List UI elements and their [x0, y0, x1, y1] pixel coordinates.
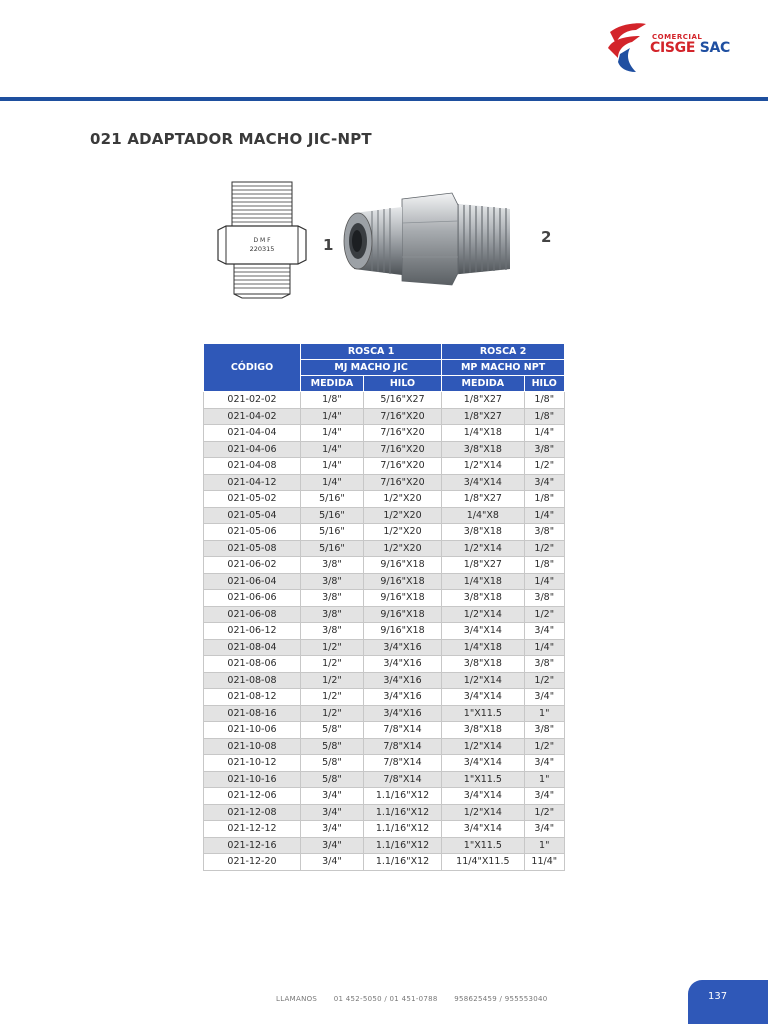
- footer-label: LLAMANOS: [276, 995, 318, 1003]
- medida1-cell: 3/8": [301, 573, 364, 590]
- medida2-cell: 3/4"X14: [442, 755, 524, 772]
- medida1-cell: 1/4": [301, 458, 364, 475]
- medida1-cell: 1/2": [301, 639, 364, 656]
- medida1-cell: 3/4": [301, 804, 364, 821]
- port-label-2: 2: [541, 228, 552, 246]
- medida1-cell: 5/16": [301, 540, 364, 557]
- codigo-cell: 021-06-12: [204, 623, 301, 640]
- codigo-cell: 021-04-12: [204, 474, 301, 491]
- table-row: [204, 606, 565, 623]
- medida1-cell: 3/4": [301, 854, 364, 871]
- medida2-cell: 1/8"X27: [442, 557, 524, 574]
- medida2-cell: 3/4"X14: [442, 821, 524, 838]
- hilo2-cell: 1/2": [524, 606, 564, 623]
- hilo2-cell: 3/8": [524, 441, 564, 458]
- medida1-cell: 3/8": [301, 590, 364, 607]
- header-rosca2: ROSCA 2: [442, 344, 565, 360]
- hilo2-cell: 3/4": [524, 788, 564, 805]
- hilo1-cell: 9/16"X18: [363, 557, 441, 574]
- codigo-cell: 021-05-04: [204, 507, 301, 524]
- codigo-cell: 021-05-06: [204, 524, 301, 541]
- hilo1-cell: 7/16"X20: [363, 408, 441, 425]
- page-title: 021 ADAPTADOR MACHO JIC-NPT: [90, 130, 372, 148]
- codigo-cell: 021-10-12: [204, 755, 301, 772]
- medida2-cell: 3/8"X18: [442, 722, 524, 739]
- codigo-cell: 021-06-04: [204, 573, 301, 590]
- medida2-cell: 3/4"X14: [442, 788, 524, 805]
- hilo1-cell: 5/16"X27: [363, 392, 441, 409]
- hilo1-cell: 7/16"X20: [363, 474, 441, 491]
- table-row: [204, 689, 565, 706]
- medida1-cell: 5/16": [301, 507, 364, 524]
- medida2-cell: 1/2"X14: [442, 738, 524, 755]
- table-row: [204, 623, 565, 640]
- codigo-cell: 021-05-02: [204, 491, 301, 508]
- medida1-cell: 3/4": [301, 788, 364, 805]
- table-row: [204, 804, 565, 821]
- medida2-cell: 3/8"X18: [442, 590, 524, 607]
- hilo2-cell: 1/8": [524, 408, 564, 425]
- header-rosca1: ROSCA 1: [301, 344, 442, 360]
- medida1-cell: 3/4": [301, 837, 364, 854]
- medida2-cell: 1/2"X14: [442, 540, 524, 557]
- table-row: [204, 854, 565, 871]
- medida2-cell: 3/8"X18: [442, 524, 524, 541]
- codigo-cell: 021-06-08: [204, 606, 301, 623]
- fitting-product-photo: [340, 185, 540, 295]
- table-row: [204, 590, 565, 607]
- port-label-1: 1: [323, 236, 334, 254]
- table-row: [204, 425, 565, 442]
- hilo1-cell: 9/16"X18: [363, 606, 441, 623]
- hilo2-cell: 3/8": [524, 590, 564, 607]
- codigo-cell: 021-06-06: [204, 590, 301, 607]
- codigo-cell: 021-04-08: [204, 458, 301, 475]
- codigo-cell: 021-12-20: [204, 854, 301, 871]
- table-row: [204, 722, 565, 739]
- hilo1-cell: 7/8"X14: [363, 771, 441, 788]
- medida1-cell: 5/16": [301, 524, 364, 541]
- hilo2-cell: 1": [524, 837, 564, 854]
- header-medida-1: MEDIDA: [301, 376, 364, 392]
- codigo-cell: 021-12-06: [204, 788, 301, 805]
- hilo1-cell: 1.1/16"X12: [363, 837, 441, 854]
- fitting-technical-drawing: [214, 180, 314, 300]
- medida2-cell: 1"X11.5: [442, 837, 524, 854]
- hilo2-cell: 1/2": [524, 738, 564, 755]
- header-codigo: CÓDIGO: [204, 344, 301, 392]
- footer-phones-landline: 01 452-5050 / 01 451-0788: [333, 995, 438, 1003]
- header-hilo-2: HILO: [524, 376, 564, 392]
- hilo2-cell: 3/8": [524, 656, 564, 673]
- medida1-cell: 1/2": [301, 656, 364, 673]
- table-row: [204, 474, 565, 491]
- medida1-cell: 1/4": [301, 425, 364, 442]
- codigo-cell: 021-08-16: [204, 705, 301, 722]
- codigo-cell: 021-08-06: [204, 656, 301, 673]
- hilo2-cell: 1/4": [524, 507, 564, 524]
- codigo-cell: 021-12-08: [204, 804, 301, 821]
- hilo1-cell: 3/4"X16: [363, 672, 441, 689]
- table-row: [204, 771, 565, 788]
- hilo1-cell: 1/2"X20: [363, 507, 441, 524]
- logo-wordmark: CISGE SAC: [650, 40, 730, 56]
- table-row: [204, 441, 565, 458]
- table-row: [204, 524, 565, 541]
- table-row: [204, 656, 565, 673]
- hilo2-cell: 3/8": [524, 722, 564, 739]
- drawing-stamp-bottom: 220315: [249, 245, 275, 253]
- codigo-cell: 021-06-02: [204, 557, 301, 574]
- hilo2-cell: 3/4": [524, 821, 564, 838]
- hilo2-cell: 1/8": [524, 491, 564, 508]
- codigo-cell: 021-10-08: [204, 738, 301, 755]
- hilo1-cell: 7/8"X14: [363, 755, 441, 772]
- hilo2-cell: 3/4": [524, 623, 564, 640]
- hilo2-cell: 3/4": [524, 689, 564, 706]
- codigo-cell: 021-05-08: [204, 540, 301, 557]
- codigo-cell: 021-10-16: [204, 771, 301, 788]
- medida1-cell: 1/2": [301, 689, 364, 706]
- codigo-cell: 021-02-02: [204, 392, 301, 409]
- table-row: [204, 705, 565, 722]
- medida1-cell: 5/16": [301, 491, 364, 508]
- medida1-cell: 5/8": [301, 722, 364, 739]
- header-type2: MP MACHO NPT: [442, 360, 565, 376]
- medida1-cell: 1/4": [301, 408, 364, 425]
- spec-table-body: [204, 392, 565, 871]
- table-row: [204, 491, 565, 508]
- hilo1-cell: 1/2"X20: [363, 524, 441, 541]
- codigo-cell: 021-04-02: [204, 408, 301, 425]
- medida2-cell: 1"X11.5: [442, 771, 524, 788]
- medida2-cell: 1/4"X18: [442, 573, 524, 590]
- codigo-cell: 021-08-08: [204, 672, 301, 689]
- medida2-cell: 1/4"X18: [442, 425, 524, 442]
- header-hilo-1: HILO: [363, 376, 441, 392]
- medida2-cell: 3/4"X14: [442, 474, 524, 491]
- table-row: [204, 458, 565, 475]
- medida1-cell: 5/8": [301, 755, 364, 772]
- hilo2-cell: 3/8": [524, 524, 564, 541]
- table-row: [204, 738, 565, 755]
- table-row: [204, 392, 565, 409]
- table-row: [204, 837, 565, 854]
- hilo1-cell: 3/4"X16: [363, 689, 441, 706]
- hilo1-cell: 7/16"X20: [363, 425, 441, 442]
- hilo1-cell: 9/16"X18: [363, 573, 441, 590]
- footer-contact: [276, 995, 562, 1003]
- medida2-cell: 1/4"X8: [442, 507, 524, 524]
- hilo1-cell: 1.1/16"X12: [363, 854, 441, 871]
- hilo1-cell: 1.1/16"X12: [363, 804, 441, 821]
- medida1-cell: 1/4": [301, 474, 364, 491]
- hilo2-cell: 11/4": [524, 854, 564, 871]
- medida2-cell: 1/2"X14: [442, 458, 524, 475]
- table-row: [204, 573, 565, 590]
- table-row: [204, 557, 565, 574]
- table-row: [204, 507, 565, 524]
- medida2-cell: 1"X11.5: [442, 705, 524, 722]
- hilo2-cell: 1/2": [524, 458, 564, 475]
- table-row: [204, 672, 565, 689]
- header-medida-2: MEDIDA: [442, 376, 524, 392]
- codigo-cell: 021-10-06: [204, 722, 301, 739]
- medida1-cell: 1/2": [301, 672, 364, 689]
- hilo2-cell: 1/2": [524, 540, 564, 557]
- medida2-cell: 3/8"X18: [442, 656, 524, 673]
- codigo-cell: 021-08-04: [204, 639, 301, 656]
- hilo2-cell: 1/8": [524, 557, 564, 574]
- header-divider: [0, 97, 768, 101]
- medida1-cell: 3/8": [301, 557, 364, 574]
- medida1-cell: 5/8": [301, 771, 364, 788]
- hilo1-cell: 1.1/16"X12: [363, 821, 441, 838]
- medida1-cell: 3/4": [301, 821, 364, 838]
- medida1-cell: 1/8": [301, 392, 364, 409]
- header-type1: MJ MACHO JIC: [301, 360, 442, 376]
- hilo2-cell: 1": [524, 705, 564, 722]
- page-number-tab: [688, 980, 768, 1024]
- page-number: 137: [708, 991, 728, 1002]
- table-row: [204, 755, 565, 772]
- hilo2-cell: 1/4": [524, 573, 564, 590]
- spec-table: [203, 343, 565, 871]
- medida1-cell: 1/2": [301, 705, 364, 722]
- medida2-cell: 1/8"X27: [442, 392, 524, 409]
- logo-tagline: COMERCIAL: [652, 33, 703, 41]
- hilo1-cell: 7/16"X20: [363, 458, 441, 475]
- medida2-cell: 3/4"X14: [442, 623, 524, 640]
- medida1-cell: 3/8": [301, 623, 364, 640]
- hilo1-cell: 7/8"X14: [363, 738, 441, 755]
- table-row: [204, 408, 565, 425]
- hilo1-cell: 9/16"X18: [363, 590, 441, 607]
- medida2-cell: 1/2"X14: [442, 672, 524, 689]
- hilo2-cell: 3/4": [524, 755, 564, 772]
- hilo1-cell: 3/4"X16: [363, 705, 441, 722]
- medida2-cell: 3/4"X14: [442, 689, 524, 706]
- codigo-cell: 021-08-12: [204, 689, 301, 706]
- codigo-cell: 021-12-16: [204, 837, 301, 854]
- medida1-cell: 3/8": [301, 606, 364, 623]
- hilo2-cell: 1/4": [524, 639, 564, 656]
- medida2-cell: 1/4"X18: [442, 639, 524, 656]
- hilo2-cell: 1": [524, 771, 564, 788]
- medida2-cell: 1/2"X14: [442, 606, 524, 623]
- codigo-cell: 021-04-06: [204, 441, 301, 458]
- table-row: [204, 540, 565, 557]
- medida1-cell: 1/4": [301, 441, 364, 458]
- codigo-cell: 021-12-12: [204, 821, 301, 838]
- table-row: [204, 788, 565, 805]
- drawing-stamp-top: D M F: [253, 237, 271, 244]
- hilo1-cell: 7/16"X20: [363, 441, 441, 458]
- hilo2-cell: 1/8": [524, 392, 564, 409]
- hilo1-cell: 1/2"X20: [363, 491, 441, 508]
- hilo2-cell: 1/2": [524, 804, 564, 821]
- medida2-cell: 3/8"X18: [442, 441, 524, 458]
- hilo1-cell: 9/16"X18: [363, 623, 441, 640]
- codigo-cell: 021-04-04: [204, 425, 301, 442]
- hilo2-cell: 1/4": [524, 425, 564, 442]
- medida2-cell: 1/8"X27: [442, 408, 524, 425]
- medida2-cell: 1/2"X14: [442, 804, 524, 821]
- hilo2-cell: 1/2": [524, 672, 564, 689]
- medida2-cell: 11/4"X11.5: [442, 854, 524, 871]
- table-row: [204, 639, 565, 656]
- hilo1-cell: 3/4"X16: [363, 639, 441, 656]
- hilo1-cell: 1/2"X20: [363, 540, 441, 557]
- hilo1-cell: 1.1/16"X12: [363, 788, 441, 805]
- footer-phones-mobile: 958625459 / 955553040: [454, 995, 548, 1003]
- hilo1-cell: 7/8"X14: [363, 722, 441, 739]
- table-row: [204, 821, 565, 838]
- hilo2-cell: 3/4": [524, 474, 564, 491]
- medida2-cell: 1/8"X27: [442, 491, 524, 508]
- hilo1-cell: 3/4"X16: [363, 656, 441, 673]
- medida1-cell: 5/8": [301, 738, 364, 755]
